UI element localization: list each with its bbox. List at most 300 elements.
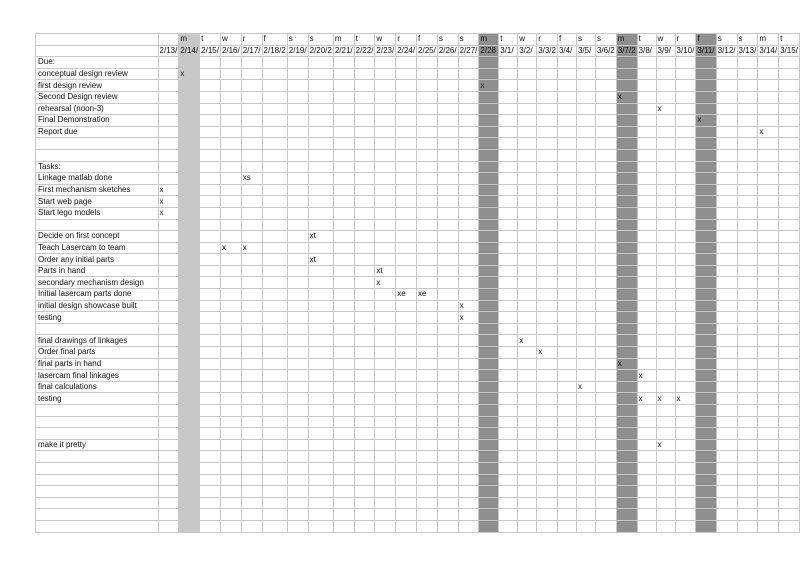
grid-cell[interactable] [737, 381, 758, 393]
grid-cell[interactable] [437, 138, 458, 150]
grid-cell[interactable] [557, 126, 576, 138]
grid-cell[interactable] [241, 277, 262, 289]
grid-cell[interactable] [518, 219, 537, 231]
grid-cell[interactable] [158, 126, 179, 138]
grid-cell[interactable] [200, 381, 221, 393]
grid-cell[interactable] [737, 370, 758, 382]
grid-cell[interactable] [308, 323, 333, 335]
grid-cell[interactable] [437, 207, 458, 219]
grid-cell[interactable] [333, 405, 354, 417]
grid-cell[interactable] [396, 219, 417, 231]
grid-cell[interactable] [458, 196, 479, 208]
grid-cell[interactable] [675, 138, 696, 150]
row-label[interactable] [36, 520, 159, 532]
grid-cell[interactable] [499, 462, 518, 474]
grid-cell[interactable] [220, 138, 241, 150]
grid-cell[interactable] [716, 451, 737, 463]
grid-cell[interactable] [637, 405, 656, 417]
grid-cell[interactable] [637, 254, 656, 266]
grid-cell[interactable] [716, 323, 737, 335]
grid-cell[interactable] [287, 80, 308, 92]
grid-cell[interactable] [458, 242, 479, 254]
row-label[interactable]: Parts in hand [36, 265, 159, 277]
grid-cell[interactable] [308, 300, 333, 312]
grid-cell[interactable] [656, 451, 675, 463]
grid-cell[interactable] [576, 115, 595, 127]
grid-cell[interactable] [637, 196, 656, 208]
grid-cell[interactable] [375, 68, 396, 80]
grid-cell[interactable] [595, 161, 616, 173]
grid-cell[interactable] [375, 138, 396, 150]
grid-cell[interactable] [417, 509, 438, 521]
weekday-letter[interactable]: f [262, 34, 287, 46]
grid-cell[interactable] [396, 173, 417, 185]
row-label[interactable]: secondary mechanism design [36, 277, 159, 289]
schedule-mark[interactable]: x [518, 335, 537, 347]
schedule-mark[interactable]: x [241, 242, 262, 254]
grid-cell[interactable] [595, 497, 616, 509]
grid-cell[interactable] [595, 196, 616, 208]
grid-cell[interactable] [262, 416, 287, 428]
grid-cell[interactable] [262, 277, 287, 289]
grid-cell[interactable] [616, 405, 637, 417]
schedule-mark[interactable]: x [696, 115, 716, 127]
grid-cell[interactable] [557, 68, 576, 80]
grid-cell[interactable] [518, 207, 537, 219]
grid-cell[interactable] [576, 300, 595, 312]
grid-cell[interactable] [437, 115, 458, 127]
grid-cell[interactable] [262, 474, 287, 486]
grid-cell[interactable] [737, 254, 758, 266]
grid-cell[interactable] [637, 231, 656, 243]
grid-cell[interactable] [557, 370, 576, 382]
grid-cell[interactable] [716, 91, 737, 103]
grid-cell[interactable] [287, 428, 308, 440]
date-label[interactable]: 3/1/ [499, 45, 518, 57]
grid-cell[interactable] [716, 57, 737, 69]
grid-cell[interactable] [333, 497, 354, 509]
grid-cell[interactable] [220, 173, 241, 185]
grid-cell[interactable] [656, 80, 675, 92]
grid-cell[interactable] [557, 358, 576, 370]
grid-cell[interactable] [576, 161, 595, 173]
grid-cell[interactable] [220, 358, 241, 370]
grid-cell[interactable] [333, 289, 354, 301]
grid-cell[interactable] [396, 335, 417, 347]
grid-cell[interactable] [616, 126, 637, 138]
grid-cell[interactable] [158, 312, 179, 324]
row-label[interactable] [36, 416, 159, 428]
grid-cell[interactable] [537, 474, 558, 486]
grid-cell[interactable] [308, 207, 333, 219]
grid-cell[interactable] [287, 312, 308, 324]
grid-cell[interactable] [333, 68, 354, 80]
grid-cell[interactable] [499, 323, 518, 335]
grid-cell[interactable] [737, 428, 758, 440]
grid-cell[interactable] [479, 242, 499, 254]
grid-cell[interactable] [308, 370, 333, 382]
grid-cell[interactable] [595, 509, 616, 521]
grid-cell[interactable] [518, 358, 537, 370]
grid-cell[interactable] [499, 277, 518, 289]
grid-cell[interactable] [479, 277, 499, 289]
grid-cell[interactable] [241, 91, 262, 103]
schedule-mark[interactable]: x [637, 393, 656, 405]
grid-cell[interactable] [158, 428, 179, 440]
grid-cell[interactable] [262, 196, 287, 208]
grid-cell[interactable] [220, 277, 241, 289]
grid-cell[interactable] [696, 462, 716, 474]
grid-cell[interactable] [737, 68, 758, 80]
grid-cell[interactable] [518, 323, 537, 335]
row-label[interactable]: final calculations [36, 381, 159, 393]
grid-cell[interactable] [396, 439, 417, 451]
grid-cell[interactable] [576, 265, 595, 277]
grid-cell[interactable] [716, 428, 737, 440]
grid-cell[interactable] [308, 393, 333, 405]
grid-cell[interactable] [417, 416, 438, 428]
grid-cell[interactable] [458, 231, 479, 243]
grid-cell[interactable] [458, 138, 479, 150]
grid-cell[interactable] [758, 451, 779, 463]
grid-cell[interactable] [158, 451, 179, 463]
date-label[interactable]: 2/21/ [334, 45, 353, 55]
grid-cell[interactable] [499, 289, 518, 301]
grid-cell[interactable] [696, 428, 716, 440]
schedule-mark[interactable]: x [656, 393, 675, 405]
grid-cell[interactable] [537, 173, 558, 185]
grid-cell[interactable] [179, 323, 200, 335]
grid-cell[interactable] [557, 497, 576, 509]
grid-cell[interactable] [696, 196, 716, 208]
grid-cell[interactable] [479, 416, 499, 428]
date-label[interactable]: 3/3/2 [538, 45, 556, 55]
grid-cell[interactable] [354, 68, 375, 80]
grid-cell[interactable] [179, 462, 200, 474]
grid-cell[interactable] [220, 103, 241, 115]
grid-cell[interactable] [220, 265, 241, 277]
grid-cell[interactable] [308, 289, 333, 301]
grid-cell[interactable] [696, 219, 716, 231]
grid-cell[interactable] [354, 161, 375, 173]
grid-cell[interactable] [716, 103, 737, 115]
grid-cell[interactable] [158, 323, 179, 335]
grid-cell[interactable] [262, 289, 287, 301]
grid-cell[interactable] [458, 149, 479, 161]
grid-cell[interactable] [656, 335, 675, 347]
grid-cell[interactable] [417, 358, 438, 370]
grid-cell[interactable] [158, 277, 179, 289]
schedule-mark[interactable]: x [616, 91, 637, 103]
grid-cell[interactable] [333, 91, 354, 103]
grid-cell[interactable] [576, 277, 595, 289]
grid-cell[interactable] [396, 184, 417, 196]
grid-cell[interactable] [262, 173, 287, 185]
grid-cell[interactable] [287, 323, 308, 335]
grid-cell[interactable] [716, 231, 737, 243]
grid-cell[interactable] [308, 462, 333, 474]
date-label[interactable]: 2/28 [479, 45, 499, 57]
grid-cell[interactable] [537, 242, 558, 254]
grid-cell[interactable] [537, 149, 558, 161]
grid-cell[interactable] [779, 497, 800, 509]
grid-cell[interactable] [595, 520, 616, 532]
grid-cell[interactable] [200, 80, 221, 92]
grid-cell[interactable] [308, 439, 333, 451]
grid-cell[interactable] [576, 57, 595, 69]
grid-cell[interactable] [200, 254, 221, 266]
grid-cell[interactable] [437, 462, 458, 474]
grid-cell[interactable] [576, 520, 595, 532]
grid-cell[interactable] [287, 416, 308, 428]
grid-cell[interactable] [758, 486, 779, 498]
grid-cell[interactable] [595, 312, 616, 324]
grid-cell[interactable] [437, 103, 458, 115]
grid-cell[interactable] [696, 393, 716, 405]
grid-cell[interactable] [354, 149, 375, 161]
grid-cell[interactable] [479, 219, 499, 231]
grid-cell[interactable] [396, 451, 417, 463]
grid-cell[interactable] [518, 265, 537, 277]
date-label[interactable]: 3/2/ [518, 45, 537, 57]
grid-cell[interactable] [437, 91, 458, 103]
grid-cell[interactable] [262, 103, 287, 115]
grid-cell[interactable] [637, 242, 656, 254]
grid-cell[interactable] [417, 161, 438, 173]
grid-cell[interactable] [220, 509, 241, 521]
grid-cell[interactable] [354, 138, 375, 150]
grid-cell[interactable] [779, 91, 800, 103]
grid-cell[interactable] [375, 416, 396, 428]
grid-cell[interactable] [716, 381, 737, 393]
row-label[interactable] [36, 497, 159, 509]
schedule-mark[interactable]: x [158, 196, 179, 208]
grid-cell[interactable] [696, 300, 716, 312]
grid-cell[interactable] [696, 138, 716, 150]
grid-cell[interactable] [616, 184, 637, 196]
row-label[interactable]: Due: [36, 57, 159, 69]
grid-cell[interactable] [675, 300, 696, 312]
grid-cell[interactable] [518, 277, 537, 289]
grid-cell[interactable] [262, 149, 287, 161]
grid-cell[interactable] [758, 277, 779, 289]
grid-cell[interactable] [375, 115, 396, 127]
grid-cell[interactable] [616, 173, 637, 185]
grid-cell[interactable] [287, 393, 308, 405]
grid-cell[interactable] [262, 393, 287, 405]
grid-cell[interactable] [499, 173, 518, 185]
weekday-letter[interactable]: t [779, 34, 800, 46]
grid-cell[interactable] [557, 115, 576, 127]
grid-cell[interactable] [308, 520, 333, 532]
grid-cell[interactable] [458, 184, 479, 196]
grid-cell[interactable] [616, 451, 637, 463]
grid-cell[interactable] [537, 335, 558, 347]
grid-cell[interactable] [479, 323, 499, 335]
grid-cell[interactable] [308, 474, 333, 486]
grid-cell[interactable] [375, 405, 396, 417]
grid-cell[interactable] [595, 254, 616, 266]
grid-cell[interactable] [557, 138, 576, 150]
grid-cell[interactable] [417, 370, 438, 382]
row-label[interactable]: Report due [36, 126, 159, 138]
grid-cell[interactable] [779, 242, 800, 254]
grid-cell[interactable] [537, 370, 558, 382]
grid-cell[interactable] [308, 115, 333, 127]
grid-cell[interactable] [696, 103, 716, 115]
grid-cell[interactable] [287, 277, 308, 289]
grid-cell[interactable] [220, 405, 241, 417]
grid-cell[interactable] [758, 428, 779, 440]
grid-cell[interactable] [637, 347, 656, 359]
date-label[interactable]: 2/23/ [376, 45, 395, 55]
grid-cell[interactable] [241, 126, 262, 138]
grid-cell[interactable] [308, 68, 333, 80]
grid-cell[interactable] [179, 497, 200, 509]
grid-cell[interactable] [458, 358, 479, 370]
grid-cell[interactable] [354, 196, 375, 208]
grid-cell[interactable] [557, 265, 576, 277]
grid-cell[interactable] [616, 196, 637, 208]
grid-cell[interactable] [308, 91, 333, 103]
grid-cell[interactable] [458, 115, 479, 127]
grid-cell[interactable] [375, 474, 396, 486]
grid-cell[interactable] [696, 277, 716, 289]
grid-cell[interactable] [354, 312, 375, 324]
grid-cell[interactable] [616, 207, 637, 219]
grid-cell[interactable] [716, 161, 737, 173]
grid-cell[interactable] [179, 254, 200, 266]
grid-cell[interactable] [779, 219, 800, 231]
grid-cell[interactable] [200, 393, 221, 405]
grid-cell[interactable] [675, 277, 696, 289]
grid-cell[interactable] [396, 486, 417, 498]
grid-cell[interactable] [758, 335, 779, 347]
grid-cell[interactable] [499, 161, 518, 173]
grid-cell[interactable] [220, 196, 241, 208]
grid-cell[interactable] [437, 184, 458, 196]
grid-cell[interactable] [616, 115, 637, 127]
grid-cell[interactable] [262, 161, 287, 173]
grid-cell[interactable] [158, 300, 179, 312]
grid-cell[interactable] [779, 439, 800, 451]
grid-cell[interactable] [179, 184, 200, 196]
date-label[interactable]: 2/22/ [355, 45, 374, 55]
schedule-mark[interactable]: x [656, 103, 675, 115]
grid-cell[interactable] [354, 57, 375, 69]
grid-cell[interactable] [616, 416, 637, 428]
grid-cell[interactable] [287, 173, 308, 185]
grid-cell[interactable] [595, 57, 616, 69]
grid-cell[interactable] [396, 405, 417, 417]
grid-cell[interactable] [158, 335, 179, 347]
grid-cell[interactable] [354, 416, 375, 428]
grid-cell[interactable] [499, 196, 518, 208]
grid-cell[interactable] [779, 254, 800, 266]
grid-cell[interactable] [437, 265, 458, 277]
grid-cell[interactable] [287, 265, 308, 277]
grid-cell[interactable] [518, 184, 537, 196]
grid-cell[interactable] [262, 335, 287, 347]
grid-cell[interactable] [437, 57, 458, 69]
grid-cell[interactable] [262, 451, 287, 463]
grid-cell[interactable] [458, 57, 479, 69]
grid-cell[interactable] [354, 347, 375, 359]
grid-cell[interactable] [737, 242, 758, 254]
grid-cell[interactable] [537, 451, 558, 463]
grid-cell[interactable] [308, 265, 333, 277]
grid-cell[interactable] [479, 451, 499, 463]
grid-cell[interactable] [595, 347, 616, 359]
date-label[interactable]: 3/11/ [697, 45, 715, 55]
grid-cell[interactable] [716, 520, 737, 532]
grid-cell[interactable] [576, 428, 595, 440]
grid-cell[interactable] [241, 138, 262, 150]
row-label[interactable] [36, 474, 159, 486]
grid-cell[interactable] [518, 439, 537, 451]
grid-cell[interactable] [637, 161, 656, 173]
grid-cell[interactable] [354, 520, 375, 532]
grid-cell[interactable] [437, 347, 458, 359]
grid-cell[interactable] [779, 381, 800, 393]
weekday-letter[interactable] [158, 34, 179, 46]
grid-cell[interactable] [287, 451, 308, 463]
grid-cell[interactable] [262, 497, 287, 509]
grid-cell[interactable] [262, 486, 287, 498]
grid-cell[interactable] [479, 254, 499, 266]
date-label[interactable]: 2/18/2 [263, 45, 286, 55]
grid-cell[interactable] [675, 381, 696, 393]
grid-cell[interactable] [616, 80, 637, 92]
grid-cell[interactable] [696, 439, 716, 451]
grid-cell[interactable] [557, 57, 576, 69]
grid-cell[interactable] [179, 428, 200, 440]
grid-cell[interactable] [537, 462, 558, 474]
grid-cell[interactable] [220, 462, 241, 474]
grid-cell[interactable] [458, 462, 479, 474]
grid-cell[interactable] [656, 277, 675, 289]
grid-cell[interactable] [479, 462, 499, 474]
grid-cell[interactable] [396, 416, 417, 428]
grid-cell[interactable] [518, 312, 537, 324]
grid-cell[interactable] [417, 312, 438, 324]
weekday-letter[interactable]: r [537, 34, 558, 46]
grid-cell[interactable] [179, 381, 200, 393]
grid-cell[interactable] [779, 115, 800, 127]
grid-cell[interactable] [158, 254, 179, 266]
grid-cell[interactable] [417, 207, 438, 219]
grid-cell[interactable] [179, 126, 200, 138]
grid-cell[interactable] [758, 405, 779, 417]
grid-cell[interactable] [354, 428, 375, 440]
grid-cell[interactable] [179, 149, 200, 161]
grid-cell[interactable] [220, 323, 241, 335]
grid-cell[interactable] [417, 347, 438, 359]
grid-cell[interactable] [779, 393, 800, 405]
grid-cell[interactable] [656, 300, 675, 312]
grid-cell[interactable] [518, 370, 537, 382]
grid-cell[interactable] [737, 393, 758, 405]
grid-cell[interactable] [595, 405, 616, 417]
grid-cell[interactable] [537, 68, 558, 80]
grid-cell[interactable] [537, 91, 558, 103]
grid-cell[interactable] [737, 358, 758, 370]
grid-cell[interactable] [241, 312, 262, 324]
grid-cell[interactable] [375, 323, 396, 335]
grid-cell[interactable] [179, 405, 200, 417]
grid-cell[interactable] [616, 486, 637, 498]
grid-cell[interactable] [595, 474, 616, 486]
